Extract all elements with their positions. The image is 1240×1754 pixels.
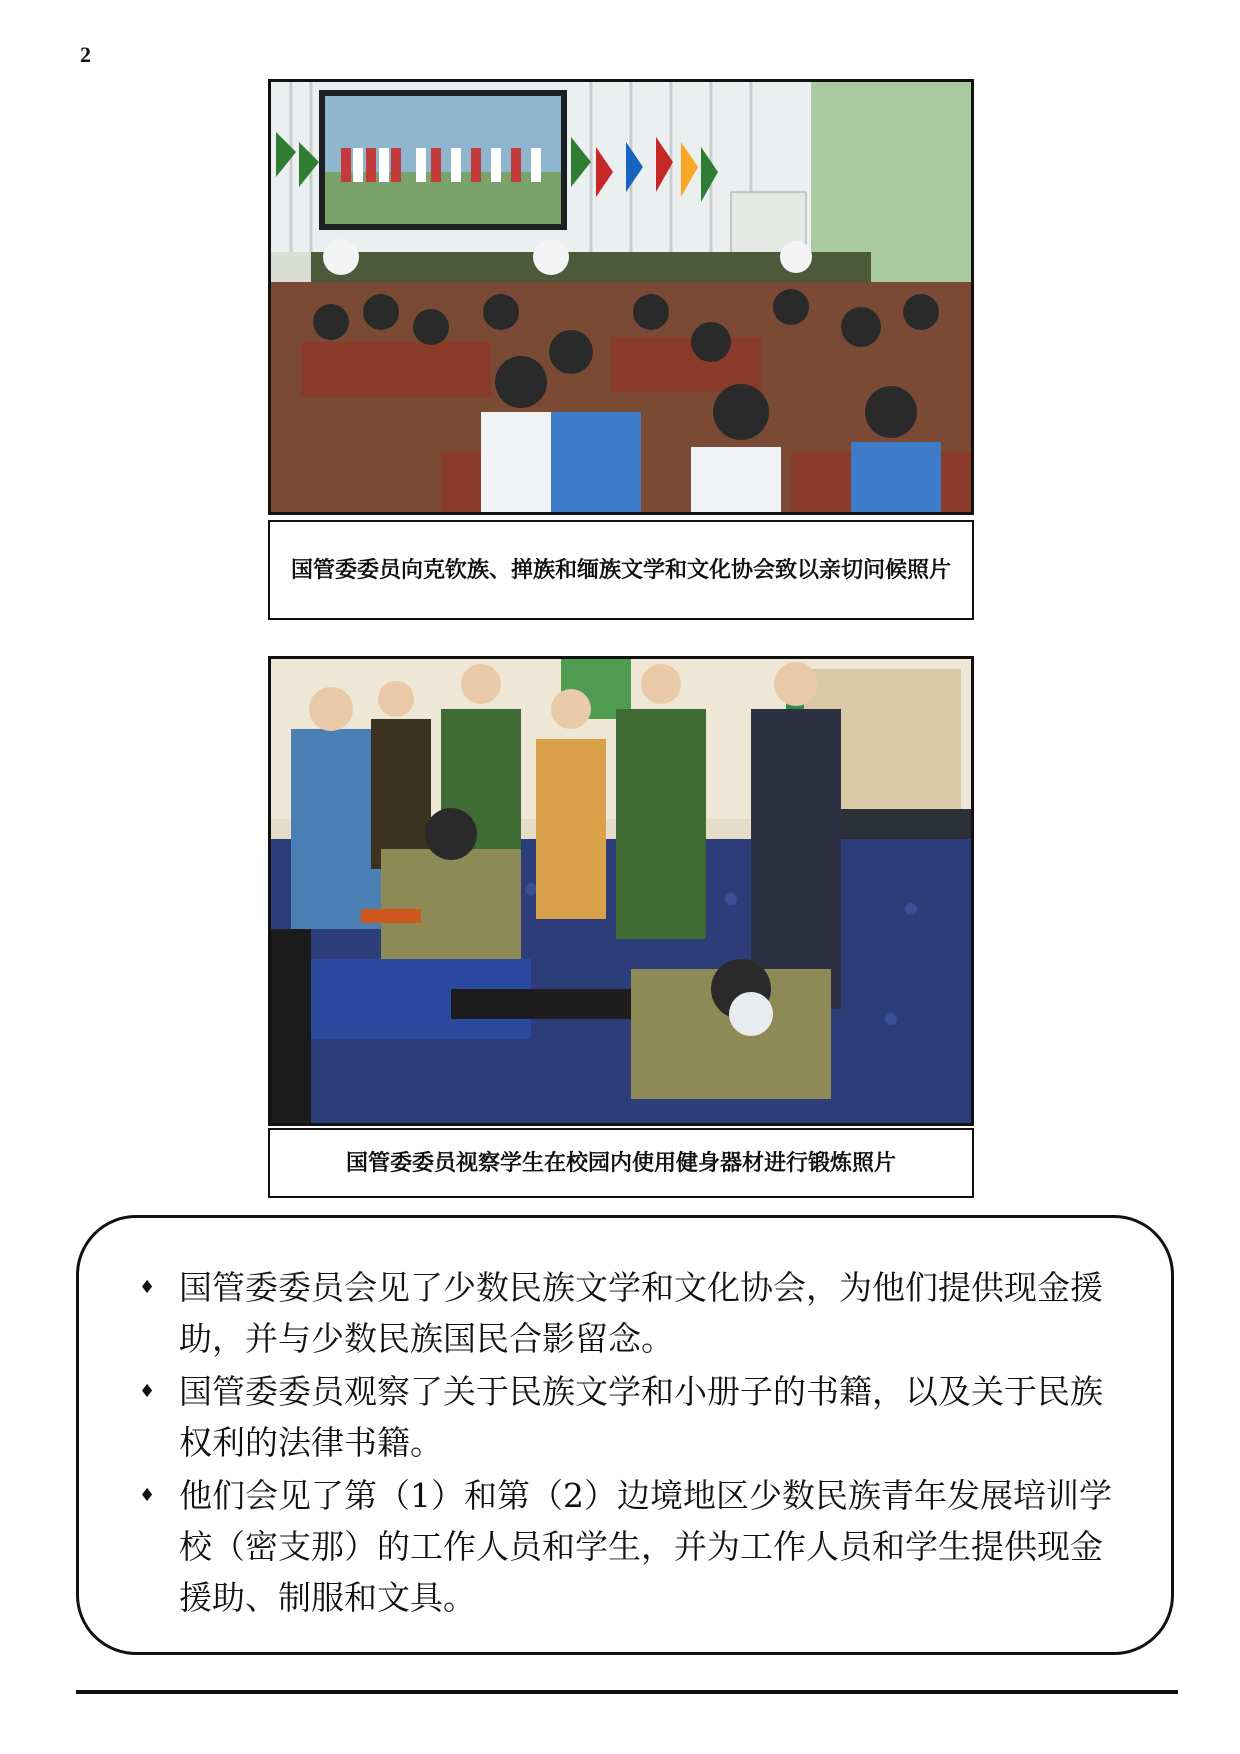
photo-caption-gym: 国管委委员视察学生在校园内使用健身器材进行锻炼照片 xyxy=(268,1128,974,1198)
summary-item-text: 他们会见了第（1）和第（2）边境地区少数民族青年发展培训学校（密支那）的工作人员和学生，并为工作人员和学生提供现金援助、制服和文具。 xyxy=(179,1476,1112,1617)
meeting-hall-illustration xyxy=(271,82,971,512)
photo-gym-inspection xyxy=(268,656,974,1126)
bottom-divider xyxy=(76,1690,1178,1694)
summary-box xyxy=(76,1215,1174,1655)
summary-item-text: 国管委委员会见了少数民族文学和文化协会，为他们提供现金援助，并与少数民族国民合影留念。 xyxy=(179,1268,1103,1358)
summary-list xyxy=(139,1262,1121,1623)
gym-inspection-illustration xyxy=(271,659,971,1123)
diamond-bullet-icon: ♦ xyxy=(139,1485,156,1506)
photo-meeting-hall xyxy=(268,79,974,515)
summary-item xyxy=(139,1366,1121,1468)
diamond-bullet-icon: ♦ xyxy=(139,1277,156,1298)
photo-caption-meeting: 国管委委员向克钦族、掸族和缅族文学和文化协会致以亲切问候照片 xyxy=(268,520,974,620)
diamond-bullet-icon: ♦ xyxy=(139,1381,156,1402)
summary-item xyxy=(139,1470,1121,1623)
summary-item-text: 国管委委员观察了关于民族文学和小册子的书籍，以及关于民族权利的法律书籍。 xyxy=(179,1372,1103,1462)
page-number: 2 xyxy=(80,42,91,67)
summary-item xyxy=(139,1262,1121,1364)
